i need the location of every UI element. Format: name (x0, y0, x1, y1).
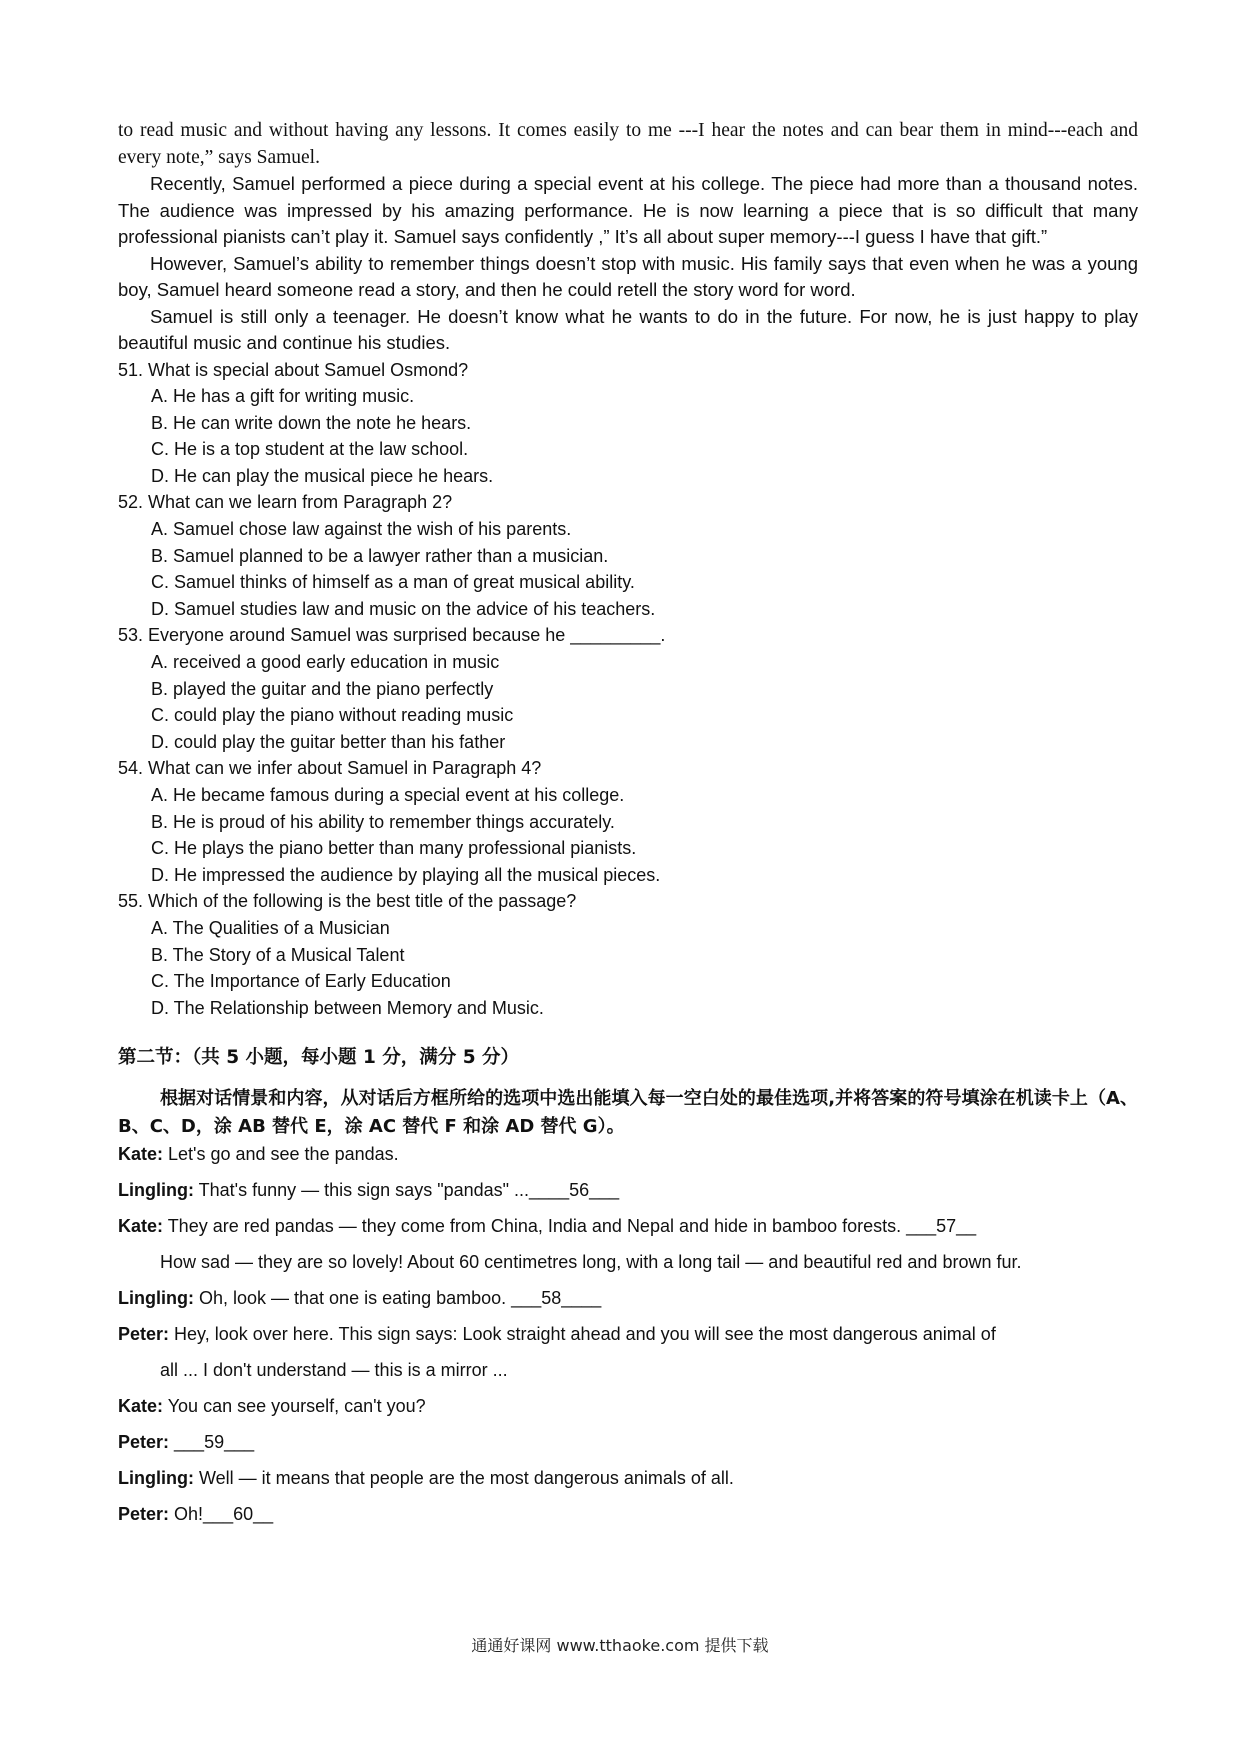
dialogue-line (118, 1357, 1138, 1383)
question-text: 52. What can we learn from Paragraph 2? (118, 492, 453, 513)
dialogue-line (118, 1285, 1138, 1311)
option: C. could play the piano without reading music (151, 705, 514, 726)
question-text: 54. What can we infer about Samuel in Paragraph 4? (118, 758, 542, 779)
line-text: That's funny — this sign says "pandas" ...____56___ (193, 1180, 620, 1201)
option: C. Samuel thinks of himself as a man of great musical ability. (151, 572, 635, 593)
option: B. played the guitar and the piano perfectly (151, 678, 494, 699)
line-text: Oh, look — that one is eating bamboo. ___58____ (193, 1288, 602, 1309)
dialogue-line (118, 1177, 1138, 1203)
dialogue-line (118, 1393, 1138, 1419)
option: D. He impressed the audience by playing all the musical pieces. (151, 864, 661, 885)
dialogue-line (118, 1429, 1138, 1455)
question-53 (118, 622, 1138, 755)
question-text: 55. Which of the following is the best title of the passage? (118, 891, 577, 912)
option: B. He can write down the note he hears. (151, 412, 472, 433)
option: C. He plays the piano better than many professional pianists. (151, 838, 637, 859)
option: A. He became famous during a special event at his college. (151, 785, 625, 805)
line-text: Well — it means that people are the most dangerous animals of all. (193, 1468, 734, 1489)
speaker: Kate: (118, 1216, 164, 1237)
line-text: Let's go and see the pandas. (163, 1144, 399, 1165)
dialogue-line (118, 1501, 1138, 1527)
page-footer: 通通好课网 www.tthaoke.com 提供下载 (471, 1636, 769, 1655)
question-52 (118, 489, 1138, 622)
dialogue-line (118, 1213, 1138, 1239)
speaker: Peter: (118, 1504, 170, 1525)
option: A. received a good early education in music (151, 652, 500, 673)
option: B. The Story of a Musical Talent (151, 944, 405, 965)
dialogue-line (118, 1249, 1138, 1275)
speaker: Kate: (118, 1396, 164, 1417)
option: D. could play the guitar better than his father (151, 731, 506, 752)
line-text: Oh!___60__ (169, 1504, 274, 1525)
option: A. He has a gift for writing music. (151, 386, 415, 407)
option: C. The Importance of Early Education (151, 971, 451, 992)
line-text: You can see yourself, can't you? (163, 1396, 426, 1417)
passage-paragraph-4: However, Samuel’s ability to remember things doesn’t stop with music. His family says that even when he was a young boy, Samuel heard someone read a story, and then he could retell the story word for word. (118, 252, 1138, 300)
option: B. Samuel planned to be a lawyer rather than a musician. (151, 545, 609, 566)
passage-paragraph-3: Recently, Samuel performed a piece during a special event at his college. The piece had more than a thousand notes. The audience was impressed by his amazing performance. He is now learning a piece that is so difficult that many professional pianists can’t play it. Samuel says confidently ,” It’s all about super memory---I guess I have that gift.” (118, 173, 1138, 247)
option: C. He is a top student at the law school. (151, 439, 469, 460)
passage-paragraph-5: Samuel is still only a teenager. He doesn’t know what he wants to do in the future. For now, he is just happy to play beautiful music and continue his studies. (118, 305, 1138, 353)
speaker: Peter: (118, 1432, 170, 1453)
speaker: Peter: (118, 1324, 170, 1345)
question-text: 53. Everyone around Samuel was surprised because he _________. (118, 625, 666, 646)
option: B. He is proud of his ability to remember things accurately. (151, 811, 615, 832)
section-title: 第二节：（共 5 小题，每小题 1 分，满分 5 分） (118, 1047, 520, 1069)
option: A. Samuel chose law against the wish of his parents. (151, 519, 572, 540)
speaker: Kate: (118, 1144, 164, 1165)
question-55 (118, 888, 1138, 1021)
speaker: Lingling: (118, 1468, 194, 1489)
option: D. Samuel studies law and music on the advice of his teachers. (151, 598, 656, 619)
document-page (118, 118, 1138, 1527)
question-51 (118, 357, 1138, 490)
speaker: Lingling: (118, 1288, 194, 1309)
speaker: Lingling: (118, 1180, 194, 1201)
option: A. The Qualities of a Musician (151, 917, 390, 938)
question-text: 51. What is special about Samuel Osmond? (118, 359, 469, 380)
dialogue-line (118, 1465, 1138, 1491)
line-text: They are red pandas — they come from China, India and Nepal and hide in bamboo forests. ___57__ (163, 1216, 977, 1237)
dialogue-line (118, 1321, 1138, 1347)
line-text: all ... I don't understand — this is a mirror ... (160, 1360, 508, 1381)
option: D. He can play the musical piece he hears. (151, 465, 494, 486)
section-instruction: 根据对话情景和内容，从对话后方框所给的选项中选出能填入每一空白处的最佳选项,并将答案的符号填涂在机读卡上（A、B、C、D，涂 AB 替代 E，涂 AC 替代 F 和涂 AD 替代 G）。 (118, 1088, 1138, 1138)
line-text: ___59___ (169, 1432, 255, 1453)
line-text: Hey, look over here. This sign says: Look straight ahead and you will see the most dangerous animal of (169, 1324, 996, 1345)
passage-paragraph-continued: to read music and without having any lessons. It comes easily to me ---I hear the notes and can bear them in mind---each and every note,” says Samuel. (118, 120, 1138, 168)
dialogue (118, 1141, 1138, 1527)
question-54 (118, 755, 1138, 888)
option: D. The Relationship between Memory and Music. (151, 997, 544, 1018)
dialogue-line (118, 1141, 1138, 1167)
line-text: How sad — they are so lovely! About 60 centimetres long, with a long tail — and beautiful red and brown fur. (160, 1252, 1022, 1273)
